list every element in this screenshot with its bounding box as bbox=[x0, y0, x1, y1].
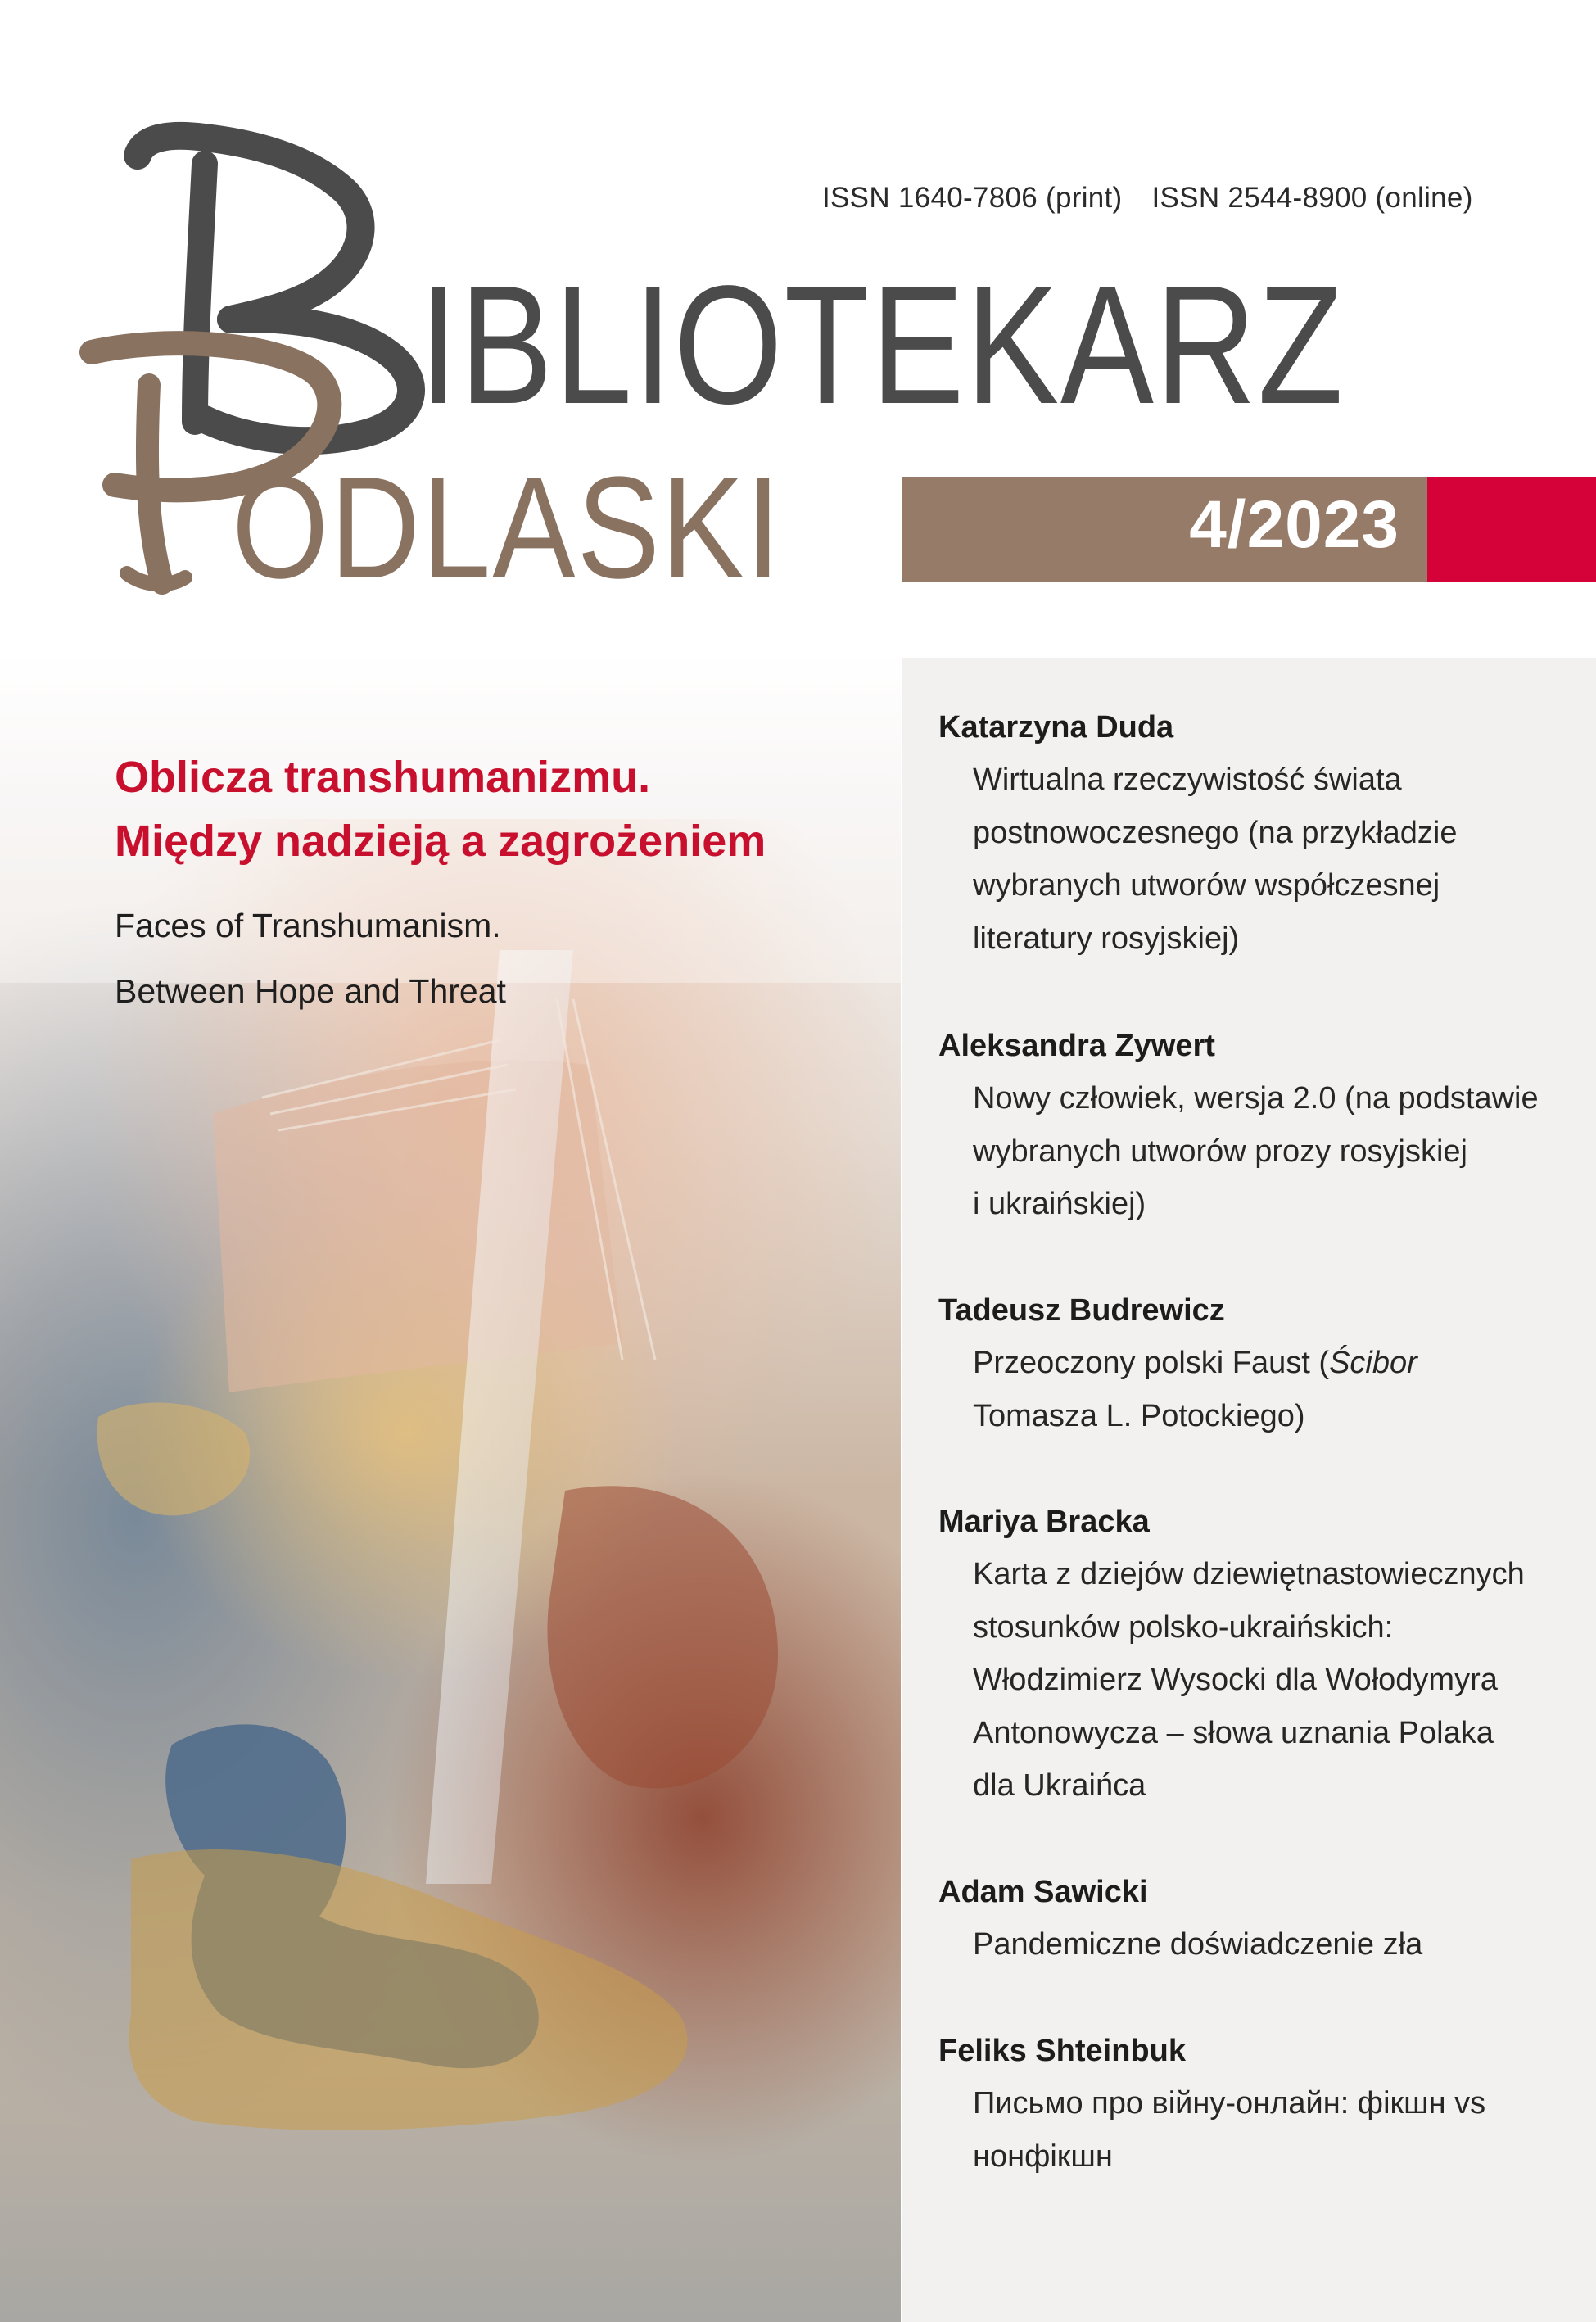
issn-online: ISSN 2544-8900 (online) bbox=[1151, 182, 1473, 214]
initial-b bbox=[138, 136, 411, 441]
toc-author: Adam Sawicki bbox=[938, 1875, 1148, 1909]
toc-title-line: i ukraińskiej) bbox=[973, 1187, 1146, 1221]
toc-title-line: wybranych utworów współczesnej bbox=[973, 868, 1440, 903]
toc-title-line: literatury rosyjskiej) bbox=[973, 921, 1240, 956]
toc-author: Tadeusz Budrewicz bbox=[938, 1293, 1225, 1328]
toc-title-line: Nowy człowiek, wersja 2.0 (na podstawie bbox=[973, 1081, 1539, 1116]
toc-entry bbox=[938, 1866, 1585, 1971]
feature-title-en-line1: Faces of Transhumanism. bbox=[115, 907, 501, 944]
toc-title-line: wybranych utworów prozy rosyjskiej bbox=[973, 1134, 1467, 1169]
toc-title-line: dla Ukraińca bbox=[973, 1768, 1146, 1803]
feature-title-pl-line2: Między nadzieją a zagrożeniem bbox=[115, 817, 766, 866]
toc-title-line: Pandemiczne doświadczenie zła bbox=[973, 1927, 1423, 1962]
toc-entry bbox=[938, 2025, 1585, 2183]
toc-title-line: Antonowycza – słowa uznania Polaka bbox=[973, 1715, 1494, 1750]
toc-title-line: Письмо про війну-онлайн: фікшн vs bbox=[973, 2086, 1486, 2121]
toc-title-line: Karta z dziejów dziewiętnastowiecznych bbox=[973, 1557, 1525, 1591]
toc-entry bbox=[938, 1020, 1585, 1231]
issue-accent-block bbox=[1427, 477, 1596, 582]
toc-title-line: postnowoczesnego (na przykładzie bbox=[973, 815, 1458, 850]
toc-title bbox=[973, 1548, 1585, 1813]
toc-entry bbox=[938, 1496, 1585, 1813]
toc-author: Aleksandra Zywert bbox=[938, 1029, 1215, 1063]
toc-title bbox=[973, 754, 1585, 965]
toc-title-line: Wirtualna rzeczywistość świata bbox=[973, 763, 1402, 797]
feature-title-en bbox=[115, 893, 506, 1024]
toc-title-line: нонфікшн bbox=[973, 2139, 1113, 2174]
toc-title bbox=[973, 1072, 1585, 1231]
toc-entry bbox=[938, 701, 1585, 965]
feature-title-en-line2: Between Hope and Threat bbox=[115, 972, 506, 1010]
issn-print: ISSN 1640-7806 (print) bbox=[822, 182, 1123, 214]
toc-title bbox=[973, 2077, 1585, 2183]
toc-entry bbox=[938, 1284, 1585, 1442]
toc-title bbox=[973, 1337, 1585, 1442]
toc-title-italic: Ścibor bbox=[1329, 1346, 1417, 1380]
toc-title-line: Tomasza L. Potockiego) bbox=[973, 1398, 1305, 1433]
issue-number: 4/2023 bbox=[1189, 487, 1399, 562]
toc-author: Katarzyna Duda bbox=[938, 710, 1174, 745]
toc-title-line bbox=[973, 1337, 1585, 1390]
toc-author: Feliks Shteinbuk bbox=[938, 2034, 1186, 2068]
feature-title-pl-line1: Oblicza transhumanizmu. bbox=[115, 753, 651, 802]
feature-title-pl bbox=[115, 745, 766, 873]
toc-title bbox=[973, 1918, 1585, 1971]
toc-title-line: Włodzimierz Wysocki dla Wołodymyra bbox=[973, 1663, 1498, 1697]
toc-title-line: stosunków polsko-ukraińskich: bbox=[973, 1609, 1394, 1645]
title-bibliotekarz: IBLIOTEKARZ bbox=[419, 251, 1345, 439]
toc-title-text: Przeoczony polski Faust ( bbox=[973, 1346, 1330, 1380]
title-podlaski: ODLASKI bbox=[232, 446, 782, 609]
toc-author: Mariya Bracka bbox=[938, 1505, 1150, 1539]
